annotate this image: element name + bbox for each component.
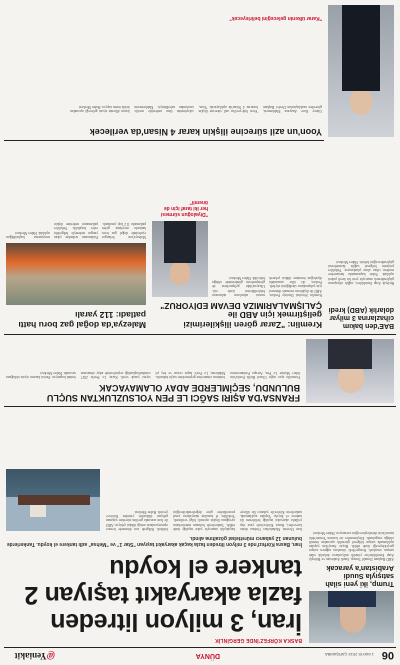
page-number: 06: [381, 649, 394, 661]
strip-title: FRANSA'DA AŞIRI SAĞCI LE PEN YOLSUZLUKTAN SUÇLU BULUNDU, SEÇİMLERDE ADAY OLAMAYACAK: [46, 383, 300, 403]
side-story-body: ABD Başkanı Donald Trump, Suudi Arabistan ve Birleşik Arap Emirlikleri'ne yönelik milyarlarca dolarlık silah satışını onayladı. Kongre'deki itirazlara rağmen satışın gerçekleşeceği ifade edildi. Beyaz Saray'dan yapılan açıklamada satışın bölgesel güvenlik açısından önemli olduğu vurgulandı. Eleştirmenler ise kararın Yemen'deki insani krizi derinleştireceğini savunuyor. Haber Merkezi: [309, 531, 394, 561]
section-label: DÜNYA: [195, 652, 220, 659]
small-left-body: Birleşik Arap Emirlikleri, sağlık altyapısını güçlendirmek amacıyla yeni bir kredi paketi açıkladı. Paket kapsamında hastanelere modern cihaz alımı planlanıyor. Yetkililer projenin bölgesel sağlık hizmetlerini güçlendireceğini belirtti. Haber Merkezi: [328, 259, 394, 285]
issue-date: 1 MAYIS 2019 ÇARŞAMBA: [324, 652, 374, 657]
tanker-photo: [6, 469, 100, 531]
lead-title: İran, 3 milyon litreden fazla akaryakıt taşıyan 2 tankere el koydu: [24, 554, 302, 636]
strip-rule-top: [4, 406, 396, 407]
masthead-rule: [4, 647, 396, 648]
peskov-photo: [152, 221, 208, 297]
brand-mark-icon: @: [46, 651, 55, 661]
kremlin-body: Kremlin Sözcüsü Dmitriy Peskov, ABD ile ilişkilerin normale dönmesi için çalışmaların sürdüğünü söyledi. Peskov, iki ülke arasındaki diyaloğun önemine dikkat çekerek somut adımların atılmasını beklediklerini ifade etti. Ukrayna'daki gelişmelerin de görüşmelerin gündeminde olduğu belirtildi. Haber Merkezi: [212, 275, 322, 297]
lead-deck: İran, Basra Körfezi'nde 3 milyon litreden fazla kaçak akaryakıt taşıyan "Star 1" ve "Mehsa" adlı tankere el koydu. Tankerlerde bulunan 12 yabancı mürettebat gözaltına alındı.: [6, 535, 302, 547]
yoon-photo: [328, 5, 394, 137]
bottom-rule: [4, 140, 324, 141]
malaysia-title: Malezya'da doğal gaz boru hattı patladı: 112 yaralı: [18, 310, 146, 330]
strip-rule-bottom: [4, 334, 396, 335]
brand-logo: [15, 651, 55, 661]
lepen-photo: [306, 339, 394, 403]
kremlin-pull-quote: "Diyaloğun sürmesi her iki taraf için de önemli": [160, 199, 208, 217]
side-story-title: Trump, iki yeni silah satışıyla Suudi Arabistan'a yaracak: [325, 564, 394, 589]
strip-body: Fransa'da aşırı sağcı Ulusal Birlik Partisi'nin lideri Marine Le Pen, Avrupa Parlamentosu fonlarını zimmetine geçirmekten suçlu bulundu. Mahkeme, Le Pen'e hapis cezası ve beş yıl siyasi yasak verdi. Karar, Le Pen'in 2027 cumhurbaşkanlığı seçimlerinde aday olmasının önünü kapatıyor. Partisi kararın siyasi olduğunu savundu. Haber Merkezi: [6, 370, 300, 379]
fire-photo: [6, 243, 146, 305]
yoon-body: Güney Kore Anayasa Mahkemesi, görevden uzaklaştırılan Devlet Başkanı Yoon Suk-yeol'un azil sürecine ilişkin kararını 4 Nisan'da açıklayacak. Yoon, sıkıyönetim ilanı nedeniyle meclis tarafından azledilmişti. Mahkemenin kararı ülkenin siyasi geleceği açısından kritik önem taşıyor. Haber Merkezi: [70, 104, 322, 113]
small-left-title: BAE'den bakım cihazlarına 3 milyar dolarlık (ABD) kredi: [328, 306, 394, 329]
lead-kicker: BASKA KÖRFEZ'İNDE GERGİNLİK: [214, 637, 302, 643]
kremlin-title: Kremlin: "Zarar gören ilişkilerimizi geliştirmek için ABD ile ÇALIŞMALARIMIZA DEVAM EDİYORUZ": [160, 301, 322, 330]
yoon-title: Yoon'un azil sürecine ilişkin karar 4 Nisan'da verilecek: [89, 127, 322, 137]
trump-photo: [309, 591, 394, 643]
yoon-pull-quote: "Karar ülkenin geleceğini belirleyecek": [229, 15, 322, 21]
malaysia-body: Malezya'nın Selangor eyaletinde doğal gaz boru hattında meydana gelen patlamada 112 kişi yaralandı. Patlamanın ardından çıkan yangın nedeniyle bölgedeki evler boşaltıldı. Yetkililer patlamanın nedenine ilişkin soruşturma başlatıldığını açıkladı. Haber Merkezi: [6, 222, 146, 239]
brand-name: Yeniakit: [14, 651, 47, 661]
lead-body: İran Devrim Muhafızları Ordusu deniz kuvvetleri, Basra Körfezi'nde yasa dışı yollarla akaryakıt taşıdığı belirlenen iki tankere el koydu. Yapılan açıklamada, tankerlerin Körfez'de yabancı bir ülkeye kaçakçılık amacıyla yakıt taşıdığı ifade edildi. Tankerlerde bulunan mürettebatın uyruğuna ilişkin ayrıntılı bilgi verilmedi. Yetkililer, el konulan akaryakıtın yasal prosedürlere göre değerlendirileceğini bildirdi. Bölgede son dönemde benzer operasyonların arttığı dikkat çekiyor. ABD ile İran arasında gerilim sürerken yaşanan gelişme dikkatleri yeniden Körfez'e çevirdi. Haber Merkezi: [106, 509, 302, 531]
